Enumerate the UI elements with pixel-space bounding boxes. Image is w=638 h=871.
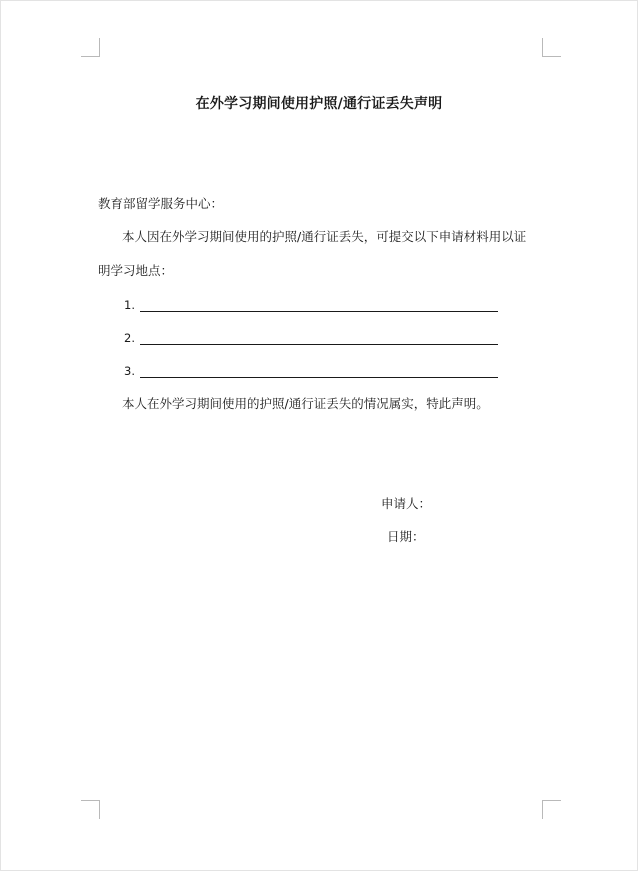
fill-in-line-1[interactable] — [140, 311, 498, 312]
list-item-number: 3. — [124, 364, 135, 378]
date-label: 日期： — [387, 529, 425, 544]
list-item-1 — [124, 298, 140, 312]
paragraph-2: 本人在外学习期间使用的护照/通行证丢失的情况属实，特此声明。 — [122, 396, 489, 411]
addressee: 教育部留学服务中心： — [98, 196, 224, 211]
fill-in-line-2[interactable] — [140, 344, 498, 345]
list-item-3 — [124, 364, 140, 378]
crop-mark-bottom-right — [542, 800, 561, 819]
crop-mark-top-left — [81, 38, 100, 57]
list-item-number: 2. — [124, 331, 135, 345]
applicant-label: 申请人： — [381, 496, 432, 511]
fill-in-line-3[interactable] — [140, 377, 498, 378]
list-item-2 — [124, 331, 140, 345]
crop-mark-top-right — [542, 38, 561, 57]
crop-mark-bottom-left — [81, 800, 100, 819]
document-title: 在外学习期间使用护照/通行证丢失声明 — [195, 96, 443, 112]
paragraph-1-line-2: 明学习地点： — [98, 263, 174, 278]
paragraph-1-line-1: 本人因在外学习期间使用的护照/通行证丢失，可提交以下申请材料用以证 — [122, 229, 527, 244]
list-item-number: 1. — [124, 298, 135, 312]
